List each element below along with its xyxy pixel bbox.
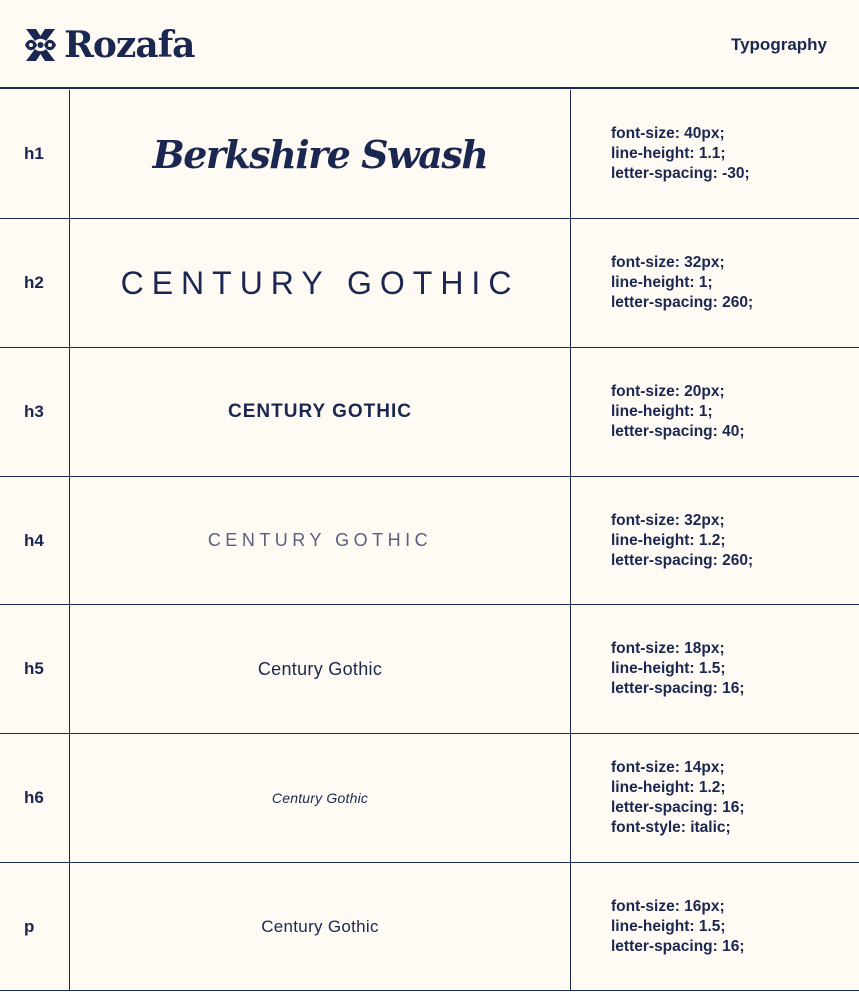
spec-list: [611, 253, 753, 313]
row-specs-cell: [571, 477, 859, 604]
row-sample: CENTURY GOTHIC: [207, 530, 433, 550]
spec-line: letter-spacing: -30;: [611, 165, 750, 182]
row-sample-cell: [70, 863, 571, 990]
logo-text: Rozafa: [64, 24, 195, 66]
row-tag: h3: [0, 348, 70, 476]
spec-line: font-size: 20px;: [611, 383, 725, 400]
row-sample: Century Gothic: [257, 658, 383, 679]
logo[interactable]: [24, 22, 195, 68]
row-specs-cell: [571, 219, 859, 347]
spec-line: font-size: 16px;: [611, 897, 725, 915]
row-tag: h4: [0, 477, 70, 604]
row-sample: CENTURY GOTHIC: [228, 401, 412, 422]
spec-line: font-style: italic;: [611, 819, 731, 836]
row-tag: h2: [0, 219, 70, 347]
spec-list: [611, 897, 745, 957]
spec-line: letter-spacing: 16;: [611, 937, 745, 955]
row-sample: Berkshire Swash: [152, 131, 488, 177]
row-sample-cell: [70, 605, 571, 733]
spec-line: font-size: 32px;: [611, 511, 725, 529]
row-specs-cell: [571, 605, 859, 733]
row-tag: p: [0, 863, 70, 990]
row-specs-cell: [571, 734, 859, 862]
page-title: Typography: [730, 35, 827, 54]
row-sample: Century Gothic: [261, 916, 379, 936]
spec-line: line-height: 1.5;: [611, 660, 726, 677]
spec-line: font-size: 32px;: [611, 254, 725, 271]
table-row: [0, 90, 859, 219]
table-row: [0, 219, 859, 348]
spec-line: line-height: 1.1;: [611, 145, 726, 162]
row-tag: h6: [0, 734, 70, 862]
spec-line: line-height: 1.2;: [611, 531, 726, 549]
row-sample: CENTURY GOTHIC: [120, 264, 520, 301]
typography-table: [0, 90, 859, 991]
spec-line: line-height: 1;: [611, 274, 713, 291]
spec-line: letter-spacing: 260;: [611, 551, 754, 569]
table-row: [0, 348, 859, 477]
row-sample-cell: [70, 734, 571, 862]
spec-line: font-size: 14px;: [611, 759, 725, 776]
row-specs-cell: [571, 863, 859, 990]
table-row: [0, 863, 859, 991]
row-sample: Century Gothic: [271, 790, 369, 806]
row-tag: h5: [0, 605, 70, 733]
header: [0, 0, 859, 89]
table-row: [0, 477, 859, 605]
spec-line: line-height: 1.5;: [611, 917, 726, 935]
spec-list: [611, 758, 745, 838]
row-specs-cell: [571, 348, 859, 476]
row-sample-cell: [70, 477, 571, 604]
spec-line: font-size: 40px;: [611, 125, 725, 142]
spec-line: line-height: 1;: [611, 403, 713, 420]
spec-line: letter-spacing: 16;: [611, 799, 745, 816]
spec-list: [611, 124, 750, 184]
spec-list: [611, 382, 745, 442]
spec-line: letter-spacing: 260;: [611, 294, 754, 311]
spec-list: [611, 639, 745, 699]
row-tag: h1: [0, 90, 70, 218]
rozafa-logo-icon: [24, 27, 57, 63]
spec-line: letter-spacing: 16;: [611, 680, 745, 697]
spec-line: letter-spacing: 40;: [611, 423, 745, 440]
row-sample-cell: [70, 348, 571, 476]
row-specs-cell: [571, 90, 859, 218]
row-sample-cell: [70, 219, 571, 347]
spec-line: font-size: 18px;: [611, 640, 725, 657]
table-row: [0, 734, 859, 863]
spec-list: [611, 511, 753, 571]
table-row: [0, 605, 859, 734]
spec-line: line-height: 1.2;: [611, 779, 726, 796]
row-sample-cell: [70, 90, 571, 218]
